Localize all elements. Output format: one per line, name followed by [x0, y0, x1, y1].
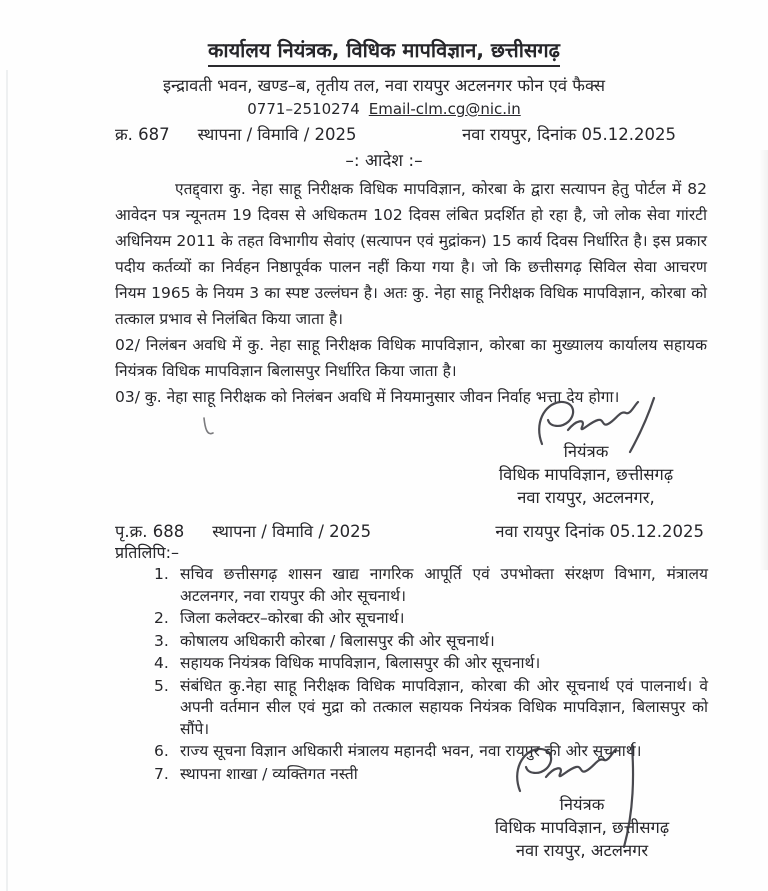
copy-item: राज्य सूचना विज्ञान अधिकारी मंत्रालय महानदी भवन, नवा रायपुर की ओर सूचनार्थ।	[180, 742, 642, 760]
endorsement-ref-number: पृ.क्र. 688	[115, 522, 185, 541]
copy-item: सहायक नियंत्रक विधिक मापविज्ञान, बिलासपुर की ओर सूचनार्थ।	[180, 654, 541, 672]
order-reference-row	[115, 122, 702, 145]
endorsement-place-date: नवा रायपुर दिनांक 05.12.2025	[495, 522, 704, 541]
handwritten-tick-mark	[200, 416, 216, 442]
endorsement-reference-row	[115, 519, 710, 542]
order-paragraph-1: एतद्द्वारा कु. नेहा साहू निरीक्षक विधिक मापविज्ञान, कोरबा के द्वारा सत्यापन हेतु पोर्टल में 82 आवेदन पत्र न्यूनतम 19 दिवस से अधिकतम 102 दिवस लंबित प्रदर्शित हो रहा है, जो लोक सेवा गांरटी अधिनियम 2011 के तहत विभागीय सेवांए (सत्यापन एवं मुद्रांकन) 15 कार्य दिवस निर्धारित है। इस प्रकार पदीय कर्तव्यों का निर्वहन निष्ठापूर्वक पालन नहीं किया गया है। जो कि छत्तीसगढ़ सिविल सेवा आचरण नियम 1965 के नियम 3 का स्पष्ट उल्लंघन है। अतः कु. नेहा साहू निरीक्षक विधिक मापविज्ञान, कोरबा को तत्काल प्रभाव से निलंबित किया जाता है।	[115, 180, 707, 328]
email-address: Email-clm.cg@nic.in	[368, 100, 521, 118]
letterhead	[0, 36, 768, 118]
office-title: कार्यालय नियंत्रक, विधिक मापविज्ञान, छत्तीसगढ़	[208, 36, 560, 67]
scan-edge-artifact-left	[6, 70, 8, 891]
order-paragraph-2: 02/ निलंबन अवधि में कु. नेहा साहू निरीक्षक विधिक मापविज्ञान, कोरबा का मुख्यालय कार्यालय सहायक नियंत्रक विधिक मापविज्ञान बिलासपुर निर्धारित किया जाता है।	[115, 336, 707, 380]
phone-number: 0771–2510274	[247, 100, 360, 118]
order-place-date: नवा रायपुर, दिनांक 05.12.2025	[462, 125, 676, 144]
order-heading: –: आदेश :–	[345, 151, 423, 171]
order-body	[115, 176, 707, 410]
signatory-place: नवा रायपुर, अटलनगर,	[517, 488, 655, 507]
order-paragraph-3: 03/ कु. नेहा साहू निरीक्षक को निलंबन अवधि में नियमानुसार जीवन निर्वाह भत्ता देय होगा।	[115, 388, 620, 406]
office-address: इन्द्रावती भवन, खण्ड–ब, तृतीय तल, नवा रायपुर अटलनगर फोन एवं फैक्स	[162, 76, 606, 95]
signatory-department: विधिक मापविज्ञान, छत्तीसगढ़	[498, 465, 674, 484]
copy-item: स्थापना शाखा / व्यक्तिगत नस्ती	[180, 764, 358, 783]
copy-item: संबंधित कु.नेहा साहू निरीक्षक विधिक मापविज्ञान, कोरबा की ओर सूचनार्थ एवं पालनार्थ। वे अपनी वर्तमान सील एवं मुद्रा को तत्काल सहायक नियंत्रक विधिक मापविज्ञान, बिलासपुर को सौंपे।	[180, 676, 708, 738]
scan-edge-artifact-right	[759, 150, 768, 570]
signatory-designation: नियंत्रक	[559, 795, 605, 814]
office-contact	[0, 100, 768, 118]
copy-item: कोषालय अधिकारी कोरबा / बिलासपुर की ओर सूचनार्थ।	[180, 631, 495, 650]
copy-to-label: प्रतिलिपि:–	[115, 543, 179, 562]
signatory-place: नवा रायपुर, अटलनगर	[515, 841, 649, 860]
order-ref-number: क्र. 687	[115, 125, 170, 144]
signatory-designation: नियंत्रक	[563, 442, 609, 461]
copy-item: जिला कलेक्टर–कोरबा की ओर सूचनार्थ।	[180, 609, 405, 627]
order-file-number: स्थापना / विमावि / 2025	[197, 125, 357, 144]
copy-recipient-list	[152, 564, 708, 786]
order-reference-left	[115, 122, 357, 145]
signatory-department: विधिक मापविज्ञान, छत्तीसगढ़	[494, 818, 670, 837]
signature-block-endorsement	[452, 793, 712, 862]
endorsement-reference-left	[115, 519, 371, 542]
signature-block-order	[456, 440, 716, 509]
endorsement-file-number: स्थापना / विमावि / 2025	[212, 522, 372, 541]
copy-item: सचिव छत्तीसगढ़ शासन खाद्य नागरिक आपूर्ति एवं उपभोक्ता संरक्षण विभाग, मंत्रालय अटलनगर, नवा रायपुर की ओर सूचनार्थ।	[180, 565, 708, 605]
